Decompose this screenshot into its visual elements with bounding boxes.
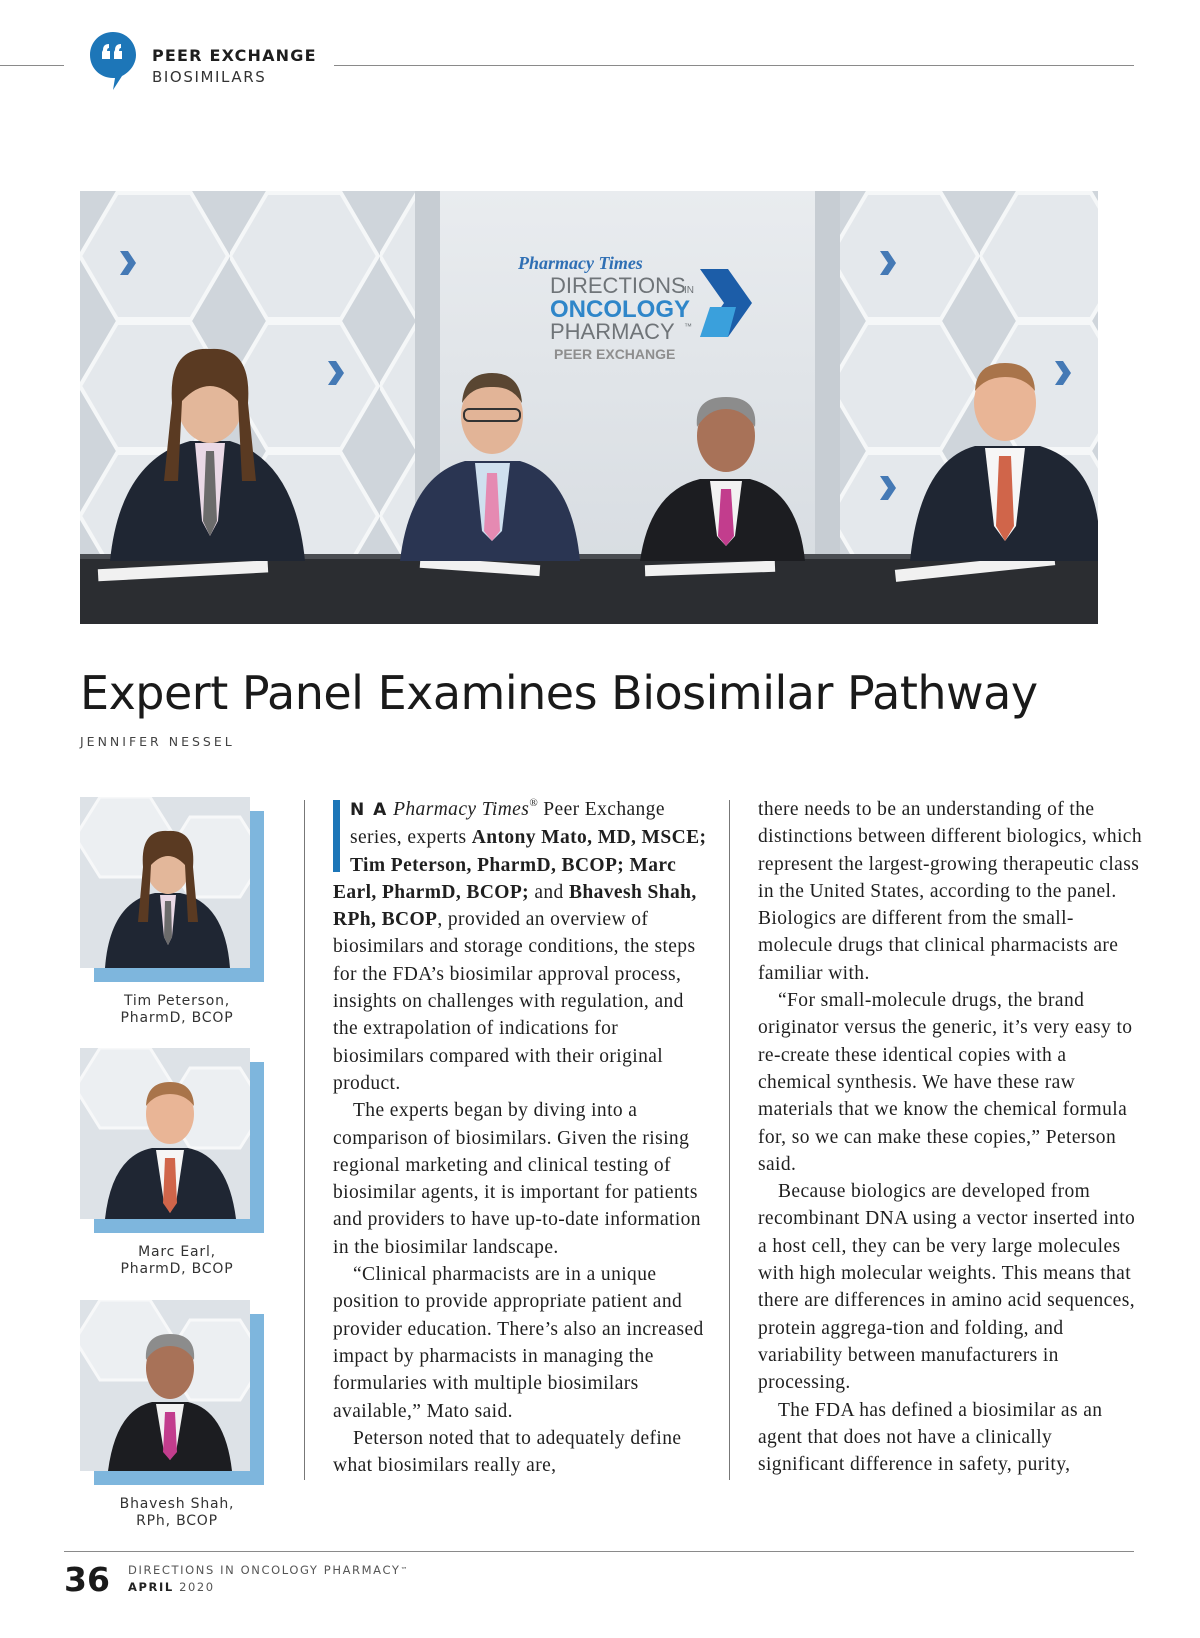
article-paragraph-3: “Clinical pharmacists are in a unique position to provide appropriate patient and provider education. There’s also an increased impact by pharmacists in managing the formularies with multiple biosimilars available,” Mato said. [333,1264,704,1422]
hero-logo-brand: Pharmacy Times [518,253,643,273]
section-title: PEER EXCHANGE [152,46,317,65]
portrait-photo [80,1300,250,1471]
section-subtitle: BIOSIMILARS [152,68,267,86]
hero-photo [80,191,1098,624]
drop-cap-bar [333,800,340,872]
article-paragraph-6: Because biologics are developed from recombinant DNA using a vector inserted into a host cell, they can be very large molecules with high molecular weights. This means that there are differences in amino acid sequences, protein aggrega-tion and folding, and variability between manufacturers in processing. [758,1181,1136,1394]
article-headline: Expert Panel Examines Biosimilar Pathway [80,666,1038,720]
svg-text:™: ™ [684,322,692,331]
column-rule-left [304,800,305,1480]
publication-name: DIRECTIONS IN ONCOLOGY PHARMACY™ [128,1563,410,1577]
article-byline: JENNIFER NESSEL [80,734,235,749]
portrait-caption: Tim Peterson, PharmD, BCOP [120,993,234,1026]
portrait-photo [80,1048,250,1219]
article-paragraph-1: N A Pharmacy Times® Peer Exchange series, experts Antony Mato, MD, MSCE; Tim Peterson, PharmD, BCOP; Marc Earl, PharmD, BCOP; and Bhavesh Shah, RPh, BCOP, provided an overview of biosimilars and storage conditions, the steps for the FDA’s biosimilar approval process, insights on challenges with regulation, and the extrapolation of indications for biosimilars compared with their original product. [333,797,707,1094]
hero-logo-line3: PHARMACY [550,319,675,344]
column-rule-right [729,800,730,1480]
article-paragraph-2: The experts began by diving into a comparison of biosimilars. Given the rising regional marketing and clinical testing of biosimilar agents, it is important for patients and providers to have up-to-date information in the biosimilar landscape. [333,1100,701,1258]
hero-logo-tag: PEER EXCHANGE [554,346,676,362]
hero-logo-line1: DIRECTIONS [550,273,686,298]
article-paragraph-7: The FDA has defined a biosimilar as an agent that does not have a clinically significant difference in safety, purity, [758,1399,1103,1476]
article-column-1 [333,796,713,1479]
header-rule-left [0,65,64,66]
portrait-photo [80,797,250,968]
header-rule-right [334,65,1134,66]
article-paragraph-5: “For small-molecule drugs, the brand originator versus the generic, it’s very easy to re-create these identical copies with a chemical synthesis. We have these raw materials that we know the chemical formula for, so we can make these copies,” Peterson said. [758,990,1133,1175]
issue-date: APRIL 2020 [128,1580,215,1594]
hero-logo-line2: ONCOLOGY [550,296,691,323]
article-paragraph-4-continued: there needs to be an understanding of the distinctions between different biologics, which represent the largest-growing therapeutic class in the United States, according to the panel. Biologics are different from the small-molecule drugs that clinical pharmacists are familiar with. [758,799,1142,984]
article-column-2 [758,796,1142,1478]
svg-text:IN: IN [684,285,694,296]
portrait-caption: Bhavesh Shah, RPh, BCOP [119,1496,235,1529]
footer-rule [64,1551,1134,1552]
article-paragraph-4: Peterson noted that to adequately define what biosimilars really are, [333,1427,682,1477]
portrait-caption: Marc Earl, PharmD, BCOP [120,1244,234,1277]
page-number: 36 [64,1560,110,1599]
quote-badge-icon [88,30,138,92]
